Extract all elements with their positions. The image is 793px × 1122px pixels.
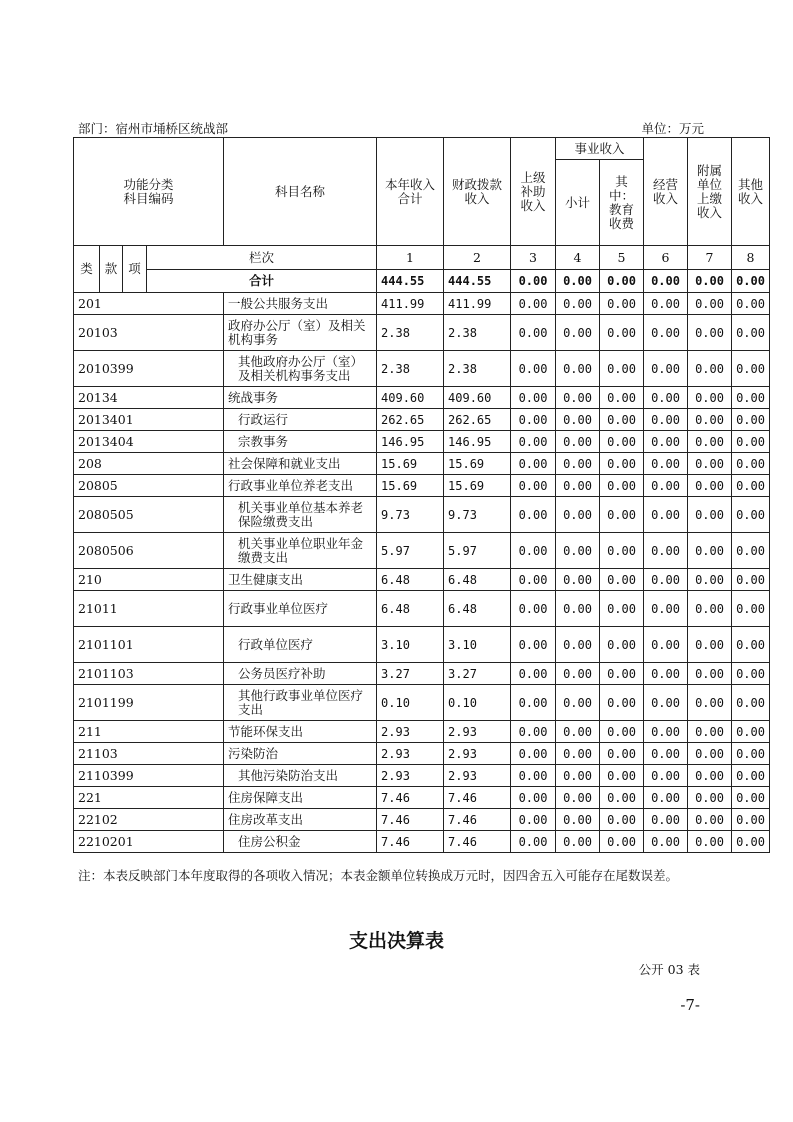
row-subject-name: 宗教事务 [224,431,377,453]
superior-subsidy-header-line3: 收入 [520,197,546,213]
total-label: 合计 [147,270,377,293]
operating-income-header-line1: 经营 [653,176,679,192]
row-subject-name: 一般公共服务支出 [224,293,377,315]
row-value-2: 5.97 [444,533,511,569]
row-value-4: 0.00 [556,315,600,351]
row-value-1: 2.93 [377,743,444,765]
row-value-6: 0.00 [644,765,688,787]
row-code: 21103 [74,743,224,765]
row-subject-name: 污染防治 [224,743,377,765]
row-value-3: 0.00 [511,475,556,497]
row-value-6: 0.00 [644,453,688,475]
row-value-7: 0.00 [688,431,732,453]
table-row [74,831,770,853]
row-value-3: 0.00 [511,663,556,685]
row-value-2: 146.95 [444,431,511,453]
row-code: 2101199 [74,685,224,721]
row-value-6: 0.00 [644,685,688,721]
col-num-2: 2 [444,246,511,270]
row-value-8: 0.00 [732,293,770,315]
row-code: 20805 [74,475,224,497]
fiscal-income-header-line1: 财政拨款 [452,176,503,192]
education-fee-header-line1: 其 [615,173,628,189]
row-value-6: 0.00 [644,387,688,409]
row-subject-name: 住房保障支出 [224,787,377,809]
other-income-header-line1: 其他 [738,176,764,192]
row-value-4: 0.00 [556,387,600,409]
row-value-4: 0.00 [556,591,600,627]
row-value-7: 0.00 [688,787,732,809]
row-value-7: 0.00 [688,409,732,431]
col-num-3: 3 [511,246,556,270]
row-value-8: 0.00 [732,387,770,409]
row-value-8: 0.00 [732,591,770,627]
row-subject-name: 其他行政事业单位医疗支出 [224,685,377,721]
row-value-4: 0.00 [556,431,600,453]
row-value-1: 2.38 [377,351,444,387]
row-subject-name: 其他污染防治支出 [224,765,377,787]
row-value-2: 7.46 [444,809,511,831]
row-code: 2013401 [74,409,224,431]
col-num-8: 8 [732,246,770,270]
xiang-header: 项 [123,246,147,293]
operating-income-header [644,138,688,246]
row-value-8: 0.00 [732,409,770,431]
row-value-6: 0.00 [644,663,688,685]
row-value-1: 2.93 [377,721,444,743]
row-code: 2080506 [74,533,224,569]
col-num-4: 4 [556,246,600,270]
row-value-3: 0.00 [511,831,556,853]
row-value-7: 0.00 [688,831,732,853]
row-value-8: 0.00 [732,453,770,475]
row-value-2: 7.46 [444,831,511,853]
row-value-1: 7.46 [377,831,444,853]
row-value-7: 0.00 [688,387,732,409]
row-value-2: 6.48 [444,569,511,591]
row-code: 2080505 [74,497,224,533]
row-value-4: 0.00 [556,627,600,663]
row-value-5: 0.00 [600,533,644,569]
total-value-1: 444.55 [377,270,444,293]
row-value-3: 0.00 [511,809,556,831]
row-code: 21011 [74,591,224,627]
row-value-3: 0.00 [511,685,556,721]
table-row [74,721,770,743]
row-value-4: 0.00 [556,743,600,765]
affiliated-income-header-line2: 单位 [697,176,723,192]
total-value-3: 0.00 [511,270,556,293]
row-code: 22102 [74,809,224,831]
row-value-2: 6.48 [444,591,511,627]
row-value-8: 0.00 [732,351,770,387]
col-num-7: 7 [688,246,732,270]
row-value-5: 0.00 [600,387,644,409]
row-value-5: 0.00 [600,627,644,663]
row-value-8: 0.00 [732,765,770,787]
row-value-2: 411.99 [444,293,511,315]
row-value-6: 0.00 [644,743,688,765]
education-fee-header-line3: 教育 [609,201,635,217]
lei-header: 类 [74,246,100,293]
row-code: 20103 [74,315,224,351]
row-value-3: 0.00 [511,591,556,627]
row-value-2: 3.10 [444,627,511,663]
superior-subsidy-header-line1: 上级 [520,169,546,185]
row-value-2: 15.69 [444,475,511,497]
row-subject-name: 节能环保支出 [224,721,377,743]
row-value-1: 7.46 [377,787,444,809]
operating-income-header-line2: 收入 [653,190,679,206]
table-row [74,627,770,663]
row-value-4: 0.00 [556,663,600,685]
row-value-3: 0.00 [511,453,556,475]
row-value-4: 0.00 [556,351,600,387]
row-value-3: 0.00 [511,533,556,569]
subject-name-header: 科目名称 [224,138,377,246]
kuan-header: 款 [100,246,123,293]
row-value-8: 0.00 [732,721,770,743]
table-row [74,743,770,765]
row-value-5: 0.00 [600,453,644,475]
row-value-5: 0.00 [600,591,644,627]
row-value-3: 0.00 [511,627,556,663]
row-value-1: 262.65 [377,409,444,431]
row-value-1: 409.60 [377,387,444,409]
table-row [74,569,770,591]
row-value-1: 7.46 [377,809,444,831]
row-subject-name: 行政事业单位医疗 [224,591,377,627]
row-value-8: 0.00 [732,497,770,533]
table-row [74,409,770,431]
row-value-8: 0.00 [732,627,770,663]
row-value-6: 0.00 [644,591,688,627]
row-code: 20134 [74,387,224,409]
row-value-6: 0.00 [644,721,688,743]
row-value-4: 0.00 [556,497,600,533]
row-value-5: 0.00 [600,743,644,765]
row-value-4: 0.00 [556,831,600,853]
total-income-header [377,138,444,246]
table-row [74,315,770,351]
row-value-8: 0.00 [732,831,770,853]
row-value-4: 0.00 [556,409,600,431]
affiliated-income-header-line1: 附属 [697,162,723,178]
total-income-header-line2: 合计 [397,190,423,206]
affiliated-income-header-line3: 上缴 [697,190,723,206]
affiliated-income-header-line4: 收入 [697,204,723,220]
row-value-2: 2.38 [444,351,511,387]
row-subject-name: 政府办公厅（室）及相关机构事务 [224,315,377,351]
row-value-8: 0.00 [732,569,770,591]
row-value-5: 0.00 [600,765,644,787]
table-row [74,533,770,569]
row-value-3: 0.00 [511,387,556,409]
row-value-4: 0.00 [556,453,600,475]
row-value-1: 3.27 [377,663,444,685]
row-value-7: 0.00 [688,627,732,663]
row-subject-name: 统战事务 [224,387,377,409]
row-value-5: 0.00 [600,721,644,743]
row-value-7: 0.00 [688,351,732,387]
row-subject-name: 行政事业单位养老支出 [224,475,377,497]
row-value-2: 15.69 [444,453,511,475]
row-value-5: 0.00 [600,293,644,315]
education-fee-header-line4: 收费 [609,215,635,231]
row-code: 2210201 [74,831,224,853]
row-value-6: 0.00 [644,497,688,533]
income-table [73,137,770,853]
department-label: 部门：宿州市埇桥区统战部 [78,121,229,136]
row-value-6: 0.00 [644,315,688,351]
row-value-7: 0.00 [688,743,732,765]
row-value-7: 0.00 [688,533,732,569]
row-value-1: 9.73 [377,497,444,533]
row-value-8: 0.00 [732,787,770,809]
row-value-5: 0.00 [600,787,644,809]
page-number: -7- [680,996,700,1014]
superior-subsidy-header-line2: 补助 [520,183,546,199]
table-row [74,663,770,685]
fiscal-income-header-line2: 收入 [464,190,490,206]
row-subject-name: 行政单位医疗 [224,627,377,663]
row-value-8: 0.00 [732,809,770,831]
other-income-header [732,138,770,246]
fiscal-income-header [444,138,511,246]
row-value-5: 0.00 [600,497,644,533]
row-value-3: 0.00 [511,293,556,315]
table-row [74,387,770,409]
row-subject-name: 机关事业单位基本养老保险缴费支出 [224,497,377,533]
row-value-4: 0.00 [556,533,600,569]
row-value-7: 0.00 [688,663,732,685]
row-subject-name: 社会保障和就业支出 [224,453,377,475]
row-value-2: 2.93 [444,743,511,765]
row-value-5: 0.00 [600,685,644,721]
total-value-6: 0.00 [644,270,688,293]
row-value-7: 0.00 [688,685,732,721]
row-value-1: 0.10 [377,685,444,721]
table-note: 注：本表反映部门本年度取得的各项收入情况；本表金额单位转换成万元时，因四舍五入可能存在尾数误差。 [78,868,679,883]
next-table-title: 支出决算表 [348,930,444,952]
row-value-6: 0.00 [644,351,688,387]
row-value-4: 0.00 [556,475,600,497]
row-value-6: 0.00 [644,787,688,809]
row-value-3: 0.00 [511,351,556,387]
func-code-header [74,138,224,246]
education-fee-header-line2: 中： [609,187,635,203]
table-row [74,431,770,453]
row-value-3: 0.00 [511,743,556,765]
row-value-2: 2.93 [444,721,511,743]
row-value-4: 0.00 [556,809,600,831]
row-value-7: 0.00 [688,809,732,831]
row-value-5: 0.00 [600,831,644,853]
table-row [74,293,770,315]
row-value-1: 146.95 [377,431,444,453]
table-row [74,351,770,387]
row-value-4: 0.00 [556,569,600,591]
row-code: 2101103 [74,663,224,685]
row-value-7: 0.00 [688,569,732,591]
row-value-5: 0.00 [600,315,644,351]
table-row [74,475,770,497]
total-value-4: 0.00 [556,270,600,293]
row-value-5: 0.00 [600,809,644,831]
row-code: 211 [74,721,224,743]
other-income-header-line2: 收入 [738,190,764,206]
row-value-2: 262.65 [444,409,511,431]
row-value-5: 0.00 [600,409,644,431]
career-income-header: 事业收入 [556,138,644,160]
row-value-8: 0.00 [732,743,770,765]
row-value-1: 6.48 [377,591,444,627]
row-subject-name: 卫生健康支出 [224,569,377,591]
form-number: 公开 03 表 [638,962,700,977]
row-value-1: 2.93 [377,765,444,787]
row-value-4: 0.00 [556,765,600,787]
table-row [74,809,770,831]
row-subject-name: 行政运行 [224,409,377,431]
row-value-3: 0.00 [511,569,556,591]
total-income-header-line1: 本年收入 [385,176,436,192]
row-value-6: 0.00 [644,475,688,497]
row-value-7: 0.00 [688,453,732,475]
row-subject-name: 其他政府办公厅（室）及相关机构事务支出 [224,351,377,387]
row-value-2: 409.60 [444,387,511,409]
row-value-4: 0.00 [556,787,600,809]
row-value-8: 0.00 [732,685,770,721]
row-value-2: 0.10 [444,685,511,721]
row-value-1: 411.99 [377,293,444,315]
row-value-3: 0.00 [511,765,556,787]
row-value-6: 0.00 [644,809,688,831]
row-value-5: 0.00 [600,663,644,685]
row-value-8: 0.00 [732,315,770,351]
row-value-5: 0.00 [600,475,644,497]
total-value-2: 444.55 [444,270,511,293]
row-value-1: 2.38 [377,315,444,351]
row-value-6: 0.00 [644,569,688,591]
row-value-1: 15.69 [377,453,444,475]
col-num-6: 6 [644,246,688,270]
row-code: 2110399 [74,765,224,787]
row-value-6: 0.00 [644,409,688,431]
row-value-3: 0.00 [511,787,556,809]
unit-label: 单位：万元 [641,121,704,136]
table-row [74,497,770,533]
row-value-7: 0.00 [688,293,732,315]
row-value-6: 0.00 [644,627,688,663]
row-value-3: 0.00 [511,431,556,453]
row-value-2: 7.46 [444,787,511,809]
row-value-7: 0.00 [688,497,732,533]
table-row [74,685,770,721]
row-value-3: 0.00 [511,497,556,533]
row-value-8: 0.00 [732,431,770,453]
row-value-6: 0.00 [644,533,688,569]
row-code: 2010399 [74,351,224,387]
row-value-5: 0.00 [600,569,644,591]
total-value-8: 0.00 [732,270,770,293]
table-header-line [78,119,704,137]
row-value-2: 2.38 [444,315,511,351]
superior-subsidy-header [511,138,556,246]
row-subject-name: 住房改革支出 [224,809,377,831]
row-value-1: 5.97 [377,533,444,569]
table-row [74,787,770,809]
row-value-1: 6.48 [377,569,444,591]
row-value-6: 0.00 [644,293,688,315]
affiliated-income-header [688,138,732,246]
row-value-3: 0.00 [511,409,556,431]
col-num-5: 5 [600,246,644,270]
row-value-8: 0.00 [732,475,770,497]
row-code: 2101101 [74,627,224,663]
func-code-header-line1: 功能分类 [123,176,174,192]
row-value-5: 0.00 [600,351,644,387]
row-code: 221 [74,787,224,809]
row-value-5: 0.00 [600,431,644,453]
row-code: 210 [74,569,224,591]
row-value-4: 0.00 [556,685,600,721]
col-num-1: 1 [377,246,444,270]
func-code-header-line2: 科目编码 [123,190,174,206]
total-value-5: 0.00 [600,270,644,293]
row-code: 2013404 [74,431,224,453]
education-fee-header [600,160,644,246]
lanci-label: 栏次 [147,246,377,270]
row-subject-name: 住房公积金 [224,831,377,853]
row-subject-name: 公务员医疗补助 [224,663,377,685]
row-value-6: 0.00 [644,831,688,853]
row-code: 201 [74,293,224,315]
row-value-8: 0.00 [732,663,770,685]
row-value-7: 0.00 [688,475,732,497]
total-row [74,270,770,293]
row-subject-name: 机关事业单位职业年金缴费支出 [224,533,377,569]
row-value-7: 0.00 [688,765,732,787]
table-row [74,591,770,627]
row-value-7: 0.00 [688,591,732,627]
career-subtotal-header: 小计 [556,160,600,246]
row-value-3: 0.00 [511,721,556,743]
row-value-4: 0.00 [556,721,600,743]
row-value-3: 0.00 [511,315,556,351]
row-code: 208 [74,453,224,475]
row-value-1: 15.69 [377,475,444,497]
row-value-2: 9.73 [444,497,511,533]
row-value-7: 0.00 [688,315,732,351]
total-value-7: 0.00 [688,270,732,293]
row-value-2: 3.27 [444,663,511,685]
table-row [74,765,770,787]
row-value-2: 2.93 [444,765,511,787]
table-row [74,453,770,475]
row-value-1: 3.10 [377,627,444,663]
row-value-8: 0.00 [732,533,770,569]
row-value-6: 0.00 [644,431,688,453]
row-value-7: 0.00 [688,721,732,743]
row-value-4: 0.00 [556,293,600,315]
